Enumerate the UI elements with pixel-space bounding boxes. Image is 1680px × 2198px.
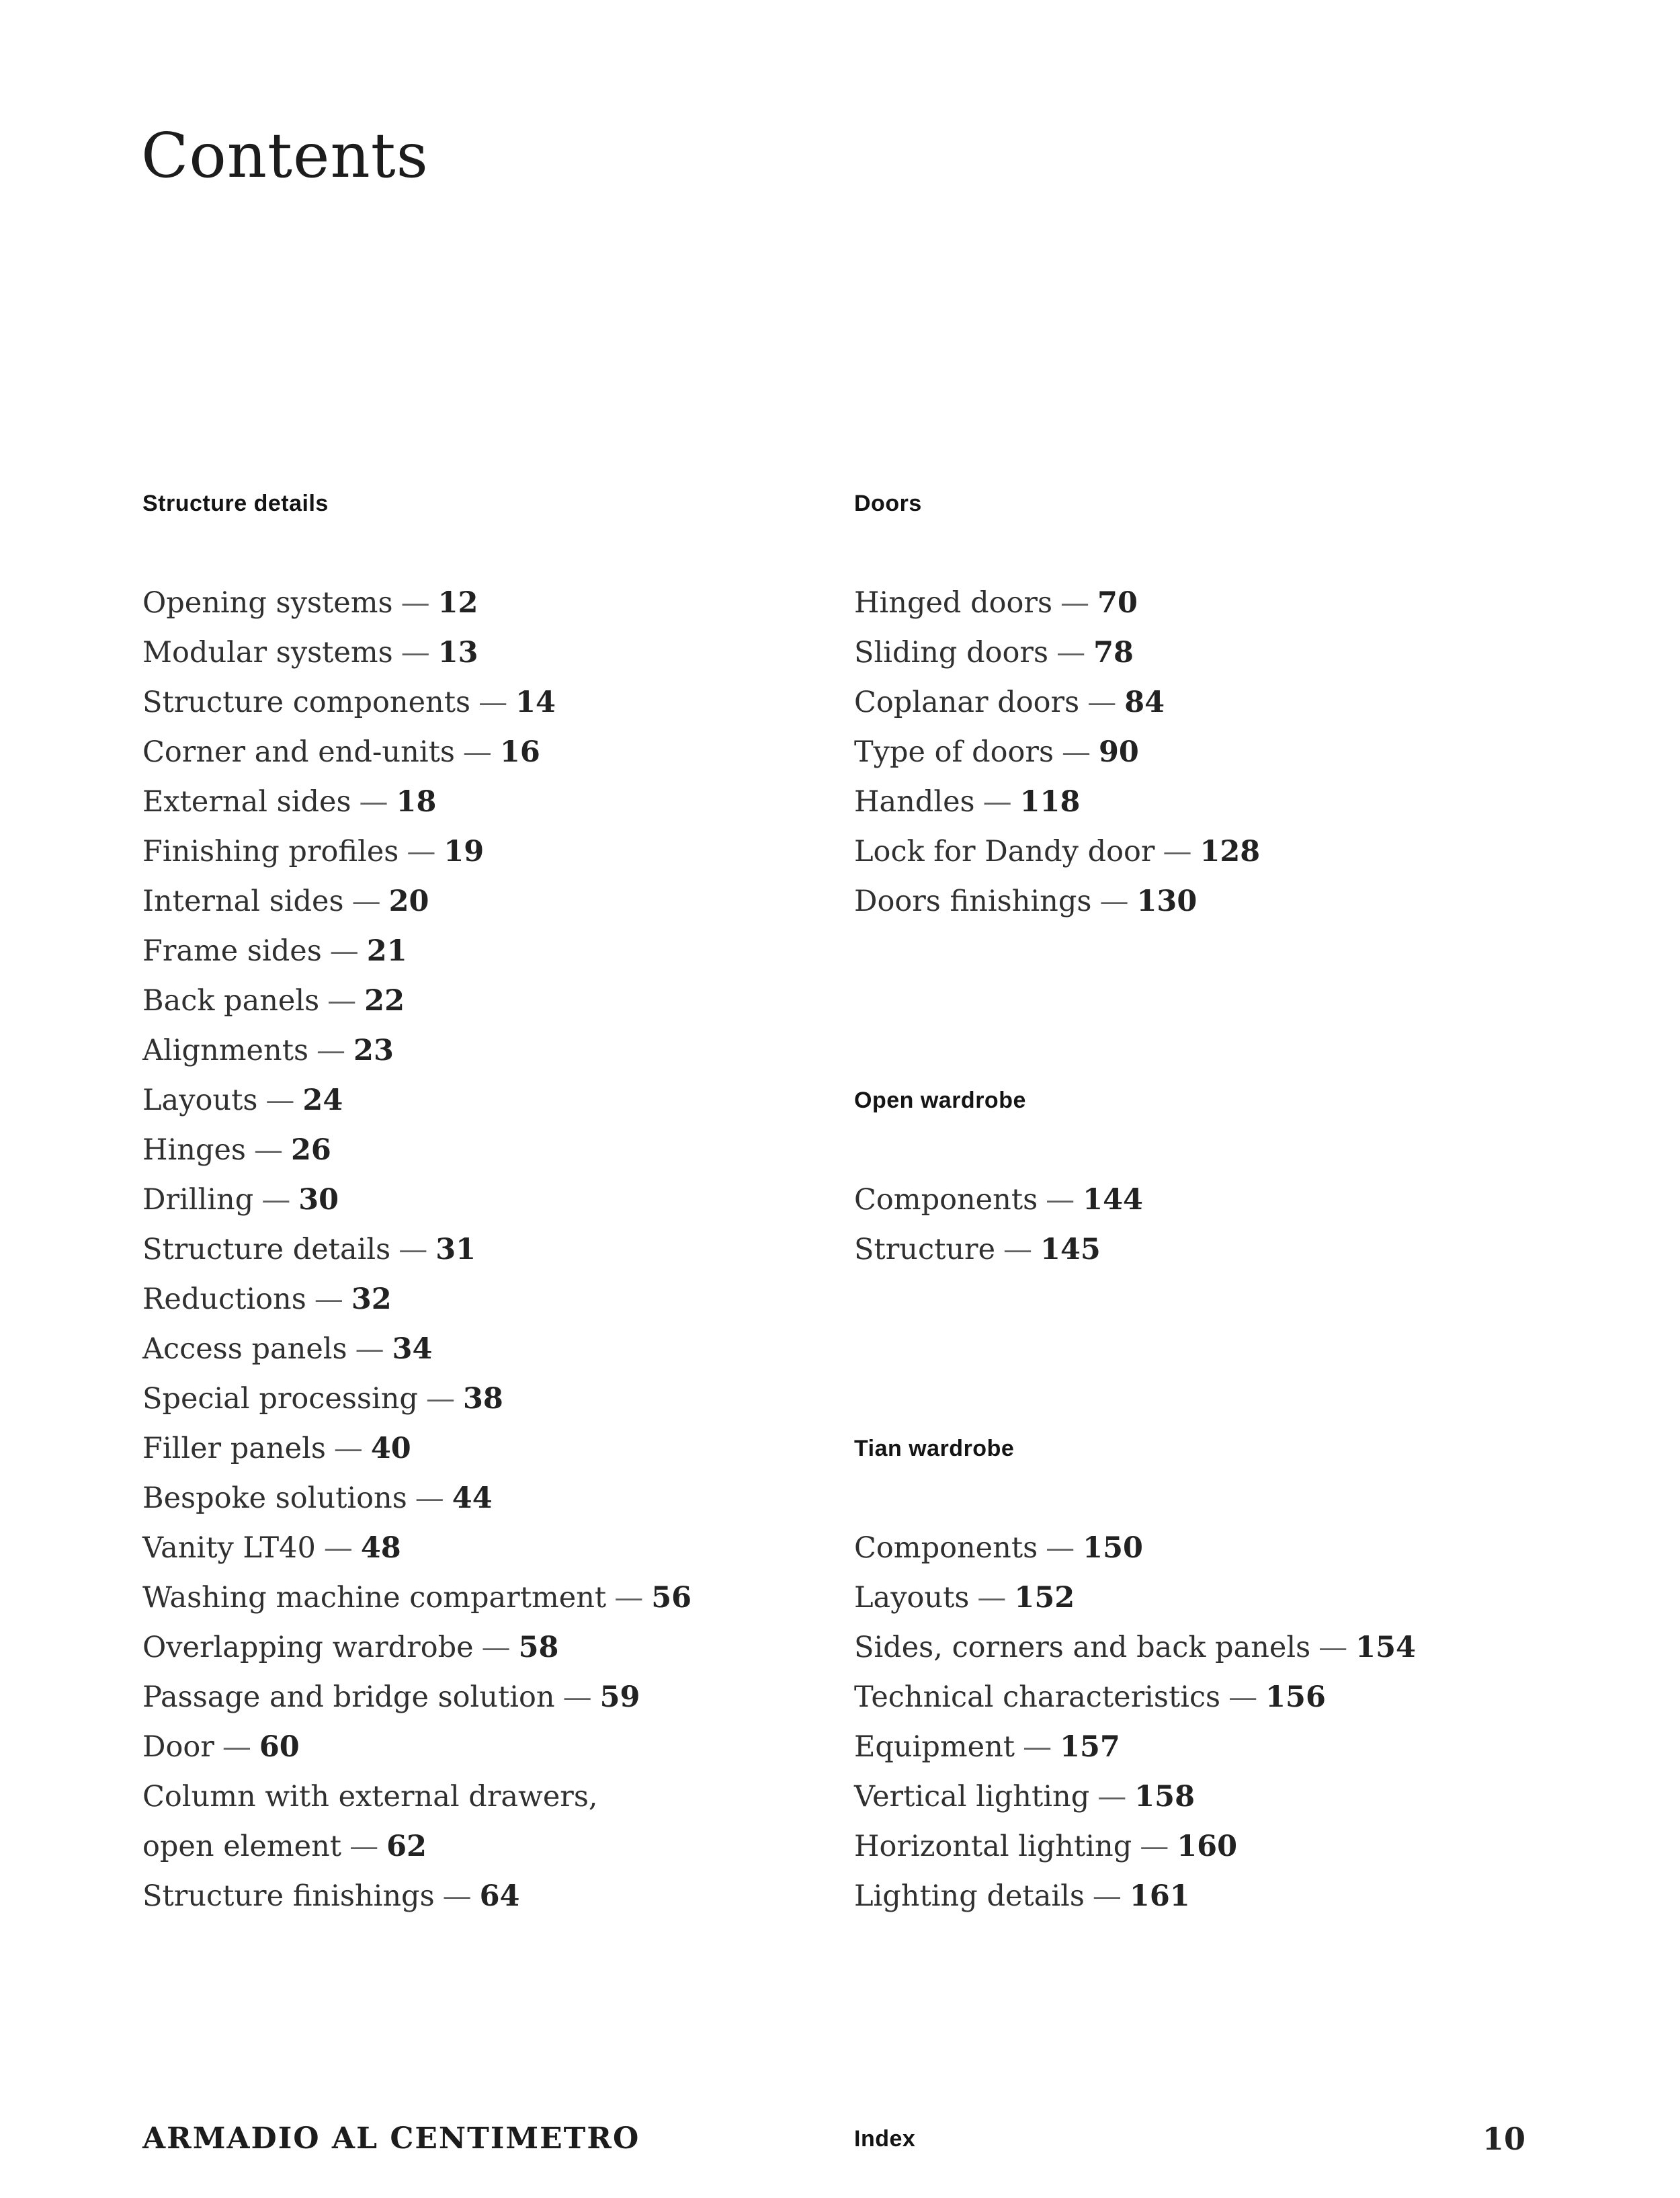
toc-entry-page: 62: [386, 1830, 427, 1863]
toc-entry-label: Access panels: [142, 1332, 347, 1366]
toc-entry-page: 64: [479, 1879, 520, 1913]
toc-entry-label: Modular systems: [142, 636, 393, 669]
toc-entry-dash: —: [254, 1133, 283, 1167]
toc-entry-page: 40: [370, 1432, 411, 1465]
toc-entry-dash: —: [1318, 1631, 1348, 1664]
toc-entry-dash: —: [398, 1233, 428, 1266]
toc-entry-label: Finishing profiles: [142, 835, 399, 868]
contents-left-column: [142, 479, 848, 1921]
toc-entry-page: 128: [1200, 835, 1261, 868]
toc-entry-page: 156: [1265, 1680, 1326, 1714]
toc-entry: [142, 1175, 848, 1225]
toc-entry-dash: —: [562, 1680, 592, 1714]
toc-entry-label: Reductions: [142, 1283, 306, 1316]
toc-entry-page: 59: [599, 1680, 640, 1714]
toc-entry-dash: —: [1062, 735, 1091, 769]
page-footer: [0, 2112, 1680, 2166]
toc-entry-dash: —: [355, 1332, 384, 1366]
toc-entry-page: 70: [1097, 586, 1138, 620]
toc-entry-dash: —: [265, 1084, 295, 1117]
toc-entry: [854, 1772, 1540, 1822]
section-heading: Doors: [854, 491, 922, 516]
toc-entry: [142, 578, 848, 628]
toc-entry-dash: —: [401, 586, 430, 620]
toc-entry: [142, 628, 848, 678]
toc-entry-dash: —: [1087, 686, 1117, 719]
toc-entry-page: 34: [392, 1332, 433, 1366]
toc-entry: [142, 1871, 848, 1921]
toc-entry-dash: —: [359, 785, 388, 819]
toc-entry-label: Vertical lighting: [854, 1780, 1090, 1814]
toc-entry-label: Handles: [854, 785, 975, 819]
toc-entry-page: 152: [1014, 1581, 1075, 1615]
toc-entry-label: Structure details: [142, 1233, 391, 1266]
toc-entry-page: 16: [499, 735, 540, 769]
toc-entry-dash: —: [317, 1034, 346, 1067]
toc-entry-page: 31: [435, 1233, 476, 1266]
toc-entry-page: 30: [298, 1183, 339, 1217]
toc-entry-label: Type of doors: [854, 735, 1054, 769]
toc-entry: [142, 1822, 848, 1871]
toc-entry-dash: —: [323, 1531, 353, 1565]
toc-entry: [854, 727, 1540, 777]
toc-entry: [854, 1871, 1540, 1921]
toc-entry-page: 14: [515, 686, 556, 719]
toc-entry-dash: —: [222, 1730, 251, 1764]
toc-entry-page: 32: [351, 1283, 392, 1316]
toc-entry-page: 26: [291, 1133, 331, 1167]
toc-entry-dash: —: [1056, 636, 1086, 669]
toc-entry-page: 12: [437, 586, 478, 620]
toc-entry-page: 90: [1099, 735, 1139, 769]
contents-right-column: [854, 479, 1540, 1921]
toc-entry-label: Sliding doors: [854, 636, 1049, 669]
toc-entry-page: 56: [651, 1581, 692, 1615]
toc-entry-dash: —: [478, 686, 508, 719]
section-heading: Structure details: [142, 491, 329, 516]
toc-entry-label: Bespoke solutions: [142, 1481, 407, 1515]
toc-entry-dash: —: [462, 735, 492, 769]
toc-entry: [142, 926, 848, 976]
toc-entry-dash: —: [407, 835, 436, 868]
toc-entry-dash: —: [329, 934, 359, 968]
section-gap: [854, 926, 1540, 1075]
toc-entry: [854, 628, 1540, 678]
page-title: Contents: [141, 120, 429, 192]
toc-entry-label: Back panels: [142, 984, 320, 1018]
toc-entry: [854, 1523, 1540, 1573]
toc-entry: [142, 1722, 848, 1772]
toc-entry-label: Structure: [854, 1233, 996, 1266]
toc-entry: [142, 727, 848, 777]
toc-entry-dash: —: [1046, 1531, 1075, 1565]
toc-entry-page: 22: [364, 984, 405, 1018]
toc-entry: [142, 1225, 848, 1274]
toc-entry-page: 13: [437, 636, 478, 669]
toc-entry-dash: —: [1003, 1233, 1033, 1266]
section-gap: [854, 1274, 1540, 1424]
toc-entry-dash: —: [442, 1879, 472, 1913]
toc-entry-label: Special processing: [142, 1382, 418, 1416]
toc-entry-dash: —: [1163, 835, 1192, 868]
toc-entry-page: 19: [444, 835, 485, 868]
toc-entry-label: Corner and end-units: [142, 735, 455, 769]
toc-entry-label: Internal sides: [142, 885, 344, 918]
toc-entry-label: Lighting details: [854, 1879, 1085, 1913]
toc-entry: [854, 827, 1540, 877]
toc-entry-label: open element: [142, 1830, 342, 1863]
toc-entry: [142, 1672, 848, 1722]
toc-entry: [142, 678, 848, 727]
toc-entry-label: Alignments: [142, 1034, 309, 1067]
toc-entry: [142, 1772, 848, 1822]
toc-entry-label: External sides: [142, 785, 351, 819]
toc-entry-page: 38: [462, 1382, 503, 1416]
toc-entry-dash: —: [1097, 1780, 1127, 1814]
toc-entry-label: Filler panels: [142, 1432, 326, 1465]
toc-entry-page: 157: [1060, 1730, 1120, 1764]
toc-entry: [854, 1722, 1540, 1772]
toc-entry: [854, 1623, 1540, 1672]
toc-entry-page: 154: [1355, 1631, 1416, 1664]
toc-entry: [854, 1175, 1540, 1225]
toc-entry-dash: —: [1228, 1680, 1258, 1714]
toc-entry: [142, 1424, 848, 1473]
toc-entry-page: 44: [452, 1481, 493, 1515]
toc-entry-label: Sides, corners and back panels: [854, 1631, 1311, 1664]
toc-entry-page: 144: [1083, 1183, 1143, 1217]
toc-entry-page: 21: [366, 934, 407, 968]
toc-entry-label: Drilling: [142, 1183, 254, 1217]
toc-entry-label: Column with external drawers,: [142, 1780, 598, 1814]
toc-entry: [854, 1225, 1540, 1274]
toc-entry-label: Door: [142, 1730, 214, 1764]
toc-entry-label: Opening systems: [142, 586, 393, 620]
toc-entry-page: 130: [1136, 885, 1198, 918]
toc-entry-label: Coplanar doors: [854, 686, 1080, 719]
toc-entry-page: 20: [388, 885, 429, 918]
toc-entry-dash: —: [327, 984, 357, 1018]
toc-entry-dash: —: [261, 1183, 291, 1217]
footer-brand: ARMADIO AL CENTIMETRO: [142, 2121, 640, 2156]
toc-entry-dash: —: [351, 885, 381, 918]
toc-entry: [854, 1573, 1540, 1623]
toc-entry-dash: —: [415, 1481, 444, 1515]
toc-entry: [854, 877, 1540, 926]
toc-entry-label: Frame sides: [142, 934, 322, 968]
toc-entry: [854, 678, 1540, 727]
toc-entry: [142, 1125, 848, 1175]
toc-entry-label: Hinged doors: [854, 586, 1053, 620]
toc-entry-page: 118: [1019, 785, 1081, 819]
toc-entry: [142, 1573, 848, 1623]
toc-entry-label: Layouts: [854, 1581, 970, 1615]
toc-entry-dash: —: [1140, 1830, 1169, 1863]
toc-entry: [142, 1324, 848, 1374]
toc-entry-dash: —: [1046, 1183, 1075, 1217]
toc-entry: [854, 1822, 1540, 1871]
toc-entry-label: Overlapping wardrobe: [142, 1631, 474, 1664]
toc-entry-page: 150: [1083, 1531, 1143, 1565]
toc-entry-page: 58: [518, 1631, 559, 1664]
toc-entry-label: Structure finishings: [142, 1879, 435, 1913]
toc-entry-label: Technical characteristics: [854, 1680, 1221, 1714]
toc-entry: [142, 1274, 848, 1324]
toc-entry-dash: —: [349, 1830, 379, 1863]
toc-entry-dash: —: [333, 1432, 363, 1465]
toc-entry-dash: —: [982, 785, 1012, 819]
toc-entry-label: Hinges: [142, 1133, 246, 1167]
toc-entry-label: Lock for Dandy door: [854, 835, 1155, 868]
toc-entry: [142, 827, 848, 877]
toc-entry-dash: —: [1023, 1730, 1052, 1764]
toc-entry-label: Washing machine compartment: [142, 1581, 607, 1615]
toc-entry: [142, 877, 848, 926]
toc-entry-label: Structure components: [142, 686, 471, 719]
toc-entry-label: Doors finishings: [854, 885, 1092, 918]
toc-entry: [142, 976, 848, 1026]
toc-entry-page: 48: [360, 1531, 401, 1565]
toc-entry-dash: —: [401, 636, 430, 669]
footer-page-number: 10: [1482, 2121, 1525, 2157]
toc-entry-dash: —: [614, 1581, 644, 1615]
toc-entry: [142, 1026, 848, 1075]
section-heading: Tian wardrobe: [854, 1436, 1015, 1461]
toc-entry-dash: —: [1099, 885, 1129, 918]
toc-entry: [142, 1374, 848, 1424]
toc-entry-label: Equipment: [854, 1730, 1015, 1764]
toc-entry-page: 84: [1124, 686, 1165, 719]
toc-entry-label: Components: [854, 1183, 1038, 1217]
toc-entry-dash: —: [314, 1283, 343, 1316]
toc-entry-label: Vanity LT40: [142, 1531, 316, 1565]
toc-entry: [142, 1523, 848, 1573]
toc-entry-dash: —: [1060, 586, 1090, 620]
toc-entry-page: 78: [1093, 636, 1134, 669]
toc-entry-page: 158: [1134, 1780, 1195, 1814]
toc-entry-dash: —: [977, 1581, 1007, 1615]
toc-entry-page: 18: [396, 785, 437, 819]
toc-entry-page: 60: [259, 1730, 300, 1764]
toc-entry-page: 160: [1177, 1830, 1238, 1863]
toc-entry-label: Components: [854, 1531, 1038, 1565]
toc-entry-page: 24: [302, 1084, 343, 1117]
toc-entry-label: Horizontal lighting: [854, 1830, 1132, 1863]
toc-entry: [142, 777, 848, 827]
toc-entry-dash: —: [425, 1382, 455, 1416]
toc-entry: [142, 1623, 848, 1672]
toc-entry: [142, 1075, 848, 1125]
section-heading: Open wardrobe: [854, 1088, 1026, 1113]
toc-entry-page: 161: [1129, 1879, 1190, 1913]
toc-entry-page: 23: [353, 1034, 394, 1067]
toc-entry: [854, 1672, 1540, 1722]
toc-entry: [854, 777, 1540, 827]
toc-entry-label: Passage and bridge solution: [142, 1680, 555, 1714]
toc-entry-dash: —: [481, 1631, 511, 1664]
footer-index-label: Index: [854, 2126, 916, 2152]
toc-entry-label: Layouts: [142, 1084, 258, 1117]
toc-entry: [142, 1473, 848, 1523]
toc-entry: [854, 578, 1540, 628]
toc-entry-page: 145: [1040, 1233, 1101, 1266]
toc-entry-dash: —: [1092, 1879, 1122, 1913]
